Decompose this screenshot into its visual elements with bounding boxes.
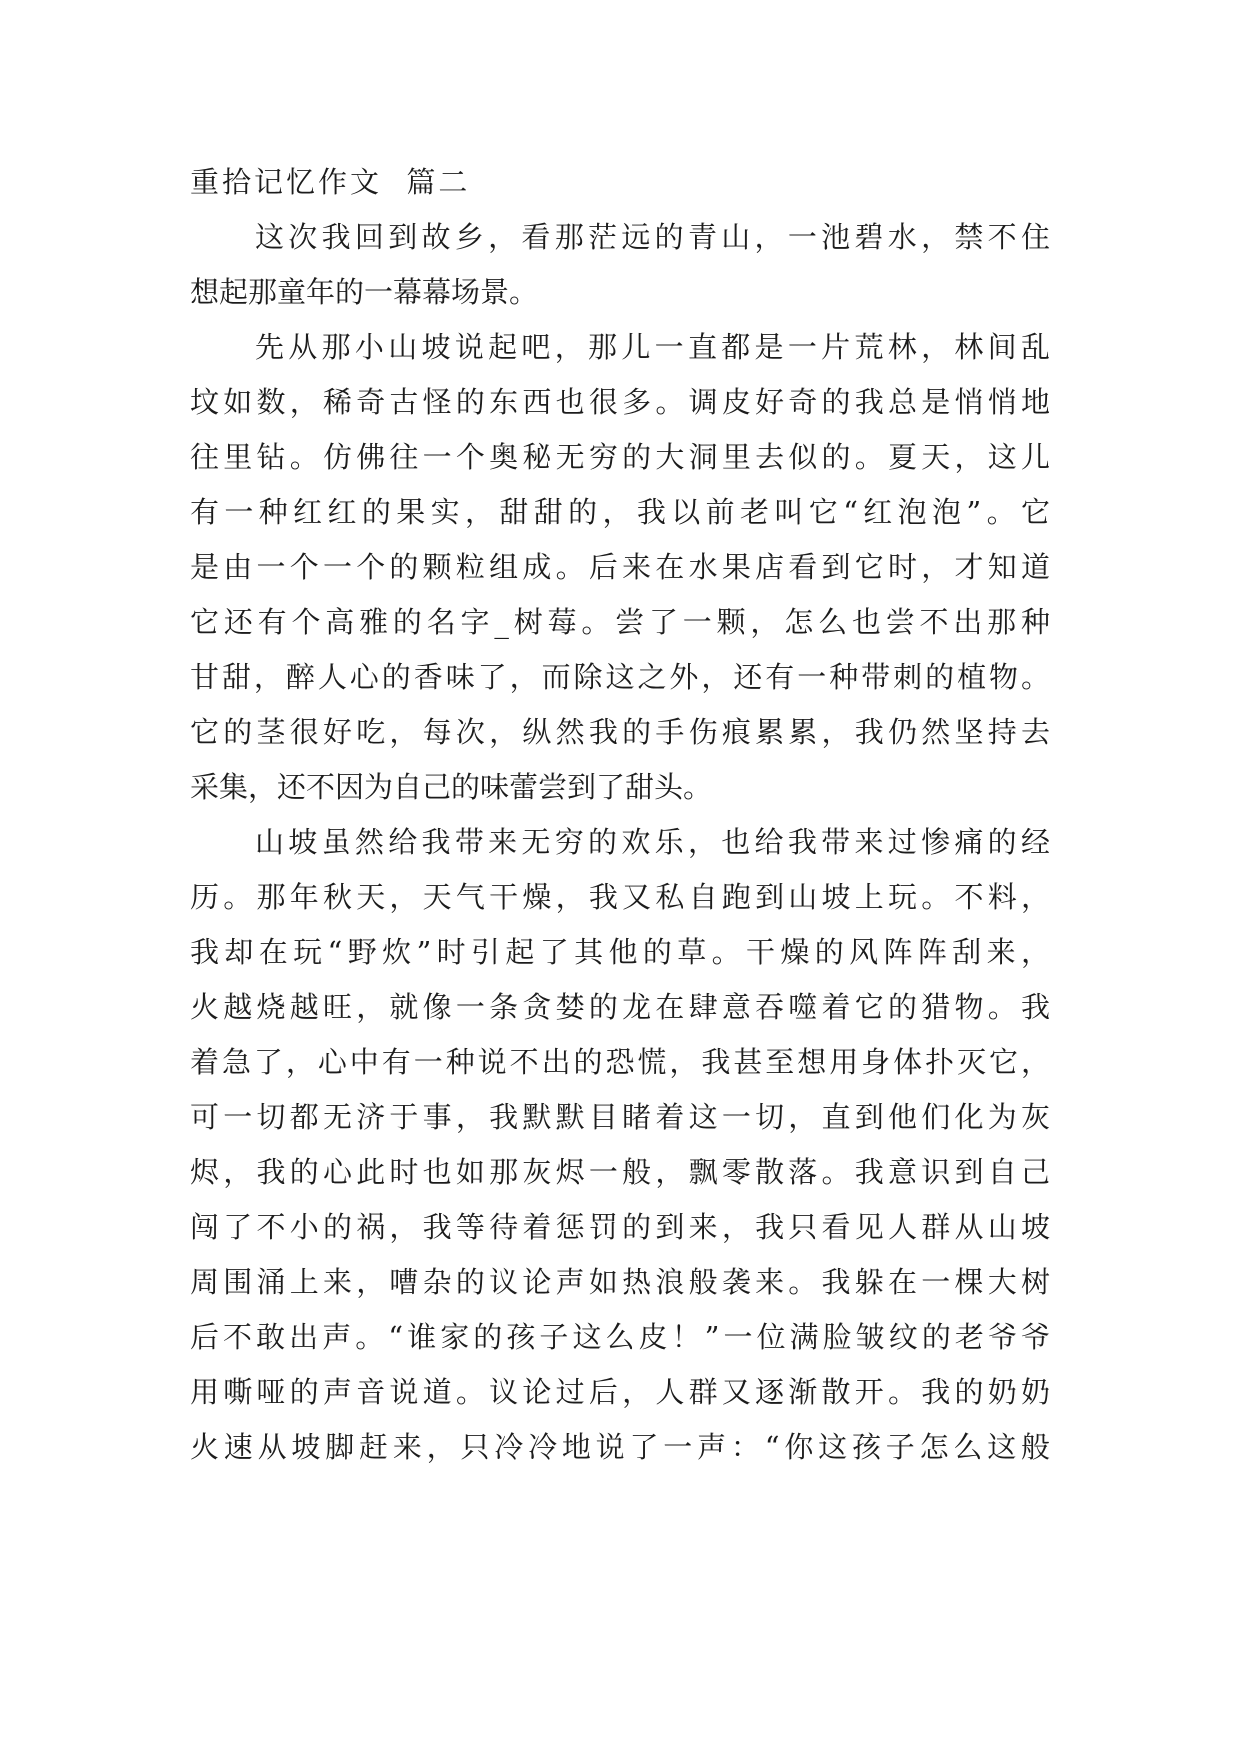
- text-line: 它的茎很好吃，每次，纵然我的手伤痕累累，我仍然坚持去: [190, 715, 1050, 749]
- text-line: 用嘶哑的声音说道。议论过后，人群又逐渐散开。我的奶奶: [190, 1375, 1050, 1409]
- text-line: 先从那小山坡说起吧，那儿一直都是一片荒林，林间乱: [255, 330, 1050, 364]
- text-line: 山坡虽然给我带来无穷的欢乐，也给我带来过惨痛的经: [255, 825, 1050, 859]
- text-line: 火速从坡脚赶来，只冷冷地说了一声：“你这孩子怎么这般: [190, 1430, 1050, 1464]
- text-line: 坟如数，稀奇古怪的东西也很多。调皮好奇的我总是悄悄地: [190, 385, 1050, 419]
- text-line: 是由一个一个的颗粒组成。后来在水果店看到它时，才知道: [190, 550, 1050, 584]
- text-line: 可一切都无济于事，我默默目睹着这一切，直到他们化为灰: [190, 1100, 1050, 1134]
- text-line: 往里钻。仿佛往一个奥秘无穷的大洞里去似的。夏天，这儿: [190, 440, 1050, 474]
- document-title: 重拾记忆作文 篇二: [190, 165, 471, 199]
- text-line: 后不敢出声。“谁家的孩子这么皮！”一位满脸皱纹的老爷爷: [190, 1320, 1050, 1354]
- text-line: 周围涌上来，嘈杂的议论声如热浪般袭来。我躲在一棵大树: [190, 1265, 1050, 1299]
- text-line: 烬，我的心此时也如那灰烬一般，飘零散落。我意识到自己: [190, 1155, 1050, 1189]
- text-line: 我却在玩“野炊”时引起了其他的草。干燥的风阵阵刮来，: [190, 935, 1050, 969]
- text-line: 着急了，心中有一种说不出的恐慌，我甚至想用身体扑灭它，: [190, 1045, 1050, 1079]
- text-line: 甘甜，醉人心的香味了，而除这之外，还有一种带刺的植物。: [190, 660, 1050, 694]
- text-line: 历。那年秋天，天气干燥，我又私自跑到山坡上玩。不料，: [190, 880, 1050, 914]
- text-line: 有一种红红的果实，甜甜的，我以前老叫它“红泡泡”。它: [190, 495, 1050, 529]
- text-line: 它还有个高雅的名字_树莓。尝了一颗，怎么也尝不出那种: [190, 605, 1050, 639]
- text-line: 采集，还不因为自己的味蕾尝到了甜头。: [190, 770, 713, 804]
- text-line: 这次我回到故乡，看那茫远的青山，一池碧水，禁不住: [255, 220, 1050, 254]
- text-line: 火越烧越旺，就像一条贪婪的龙在肆意吞噬着它的猎物。我: [190, 990, 1050, 1024]
- text-line: 闯了不小的祸，我等待着惩罚的到来，我只看见人群从山坡: [190, 1210, 1050, 1244]
- text-line: 想起那童年的一幕幕场景。: [190, 275, 539, 309]
